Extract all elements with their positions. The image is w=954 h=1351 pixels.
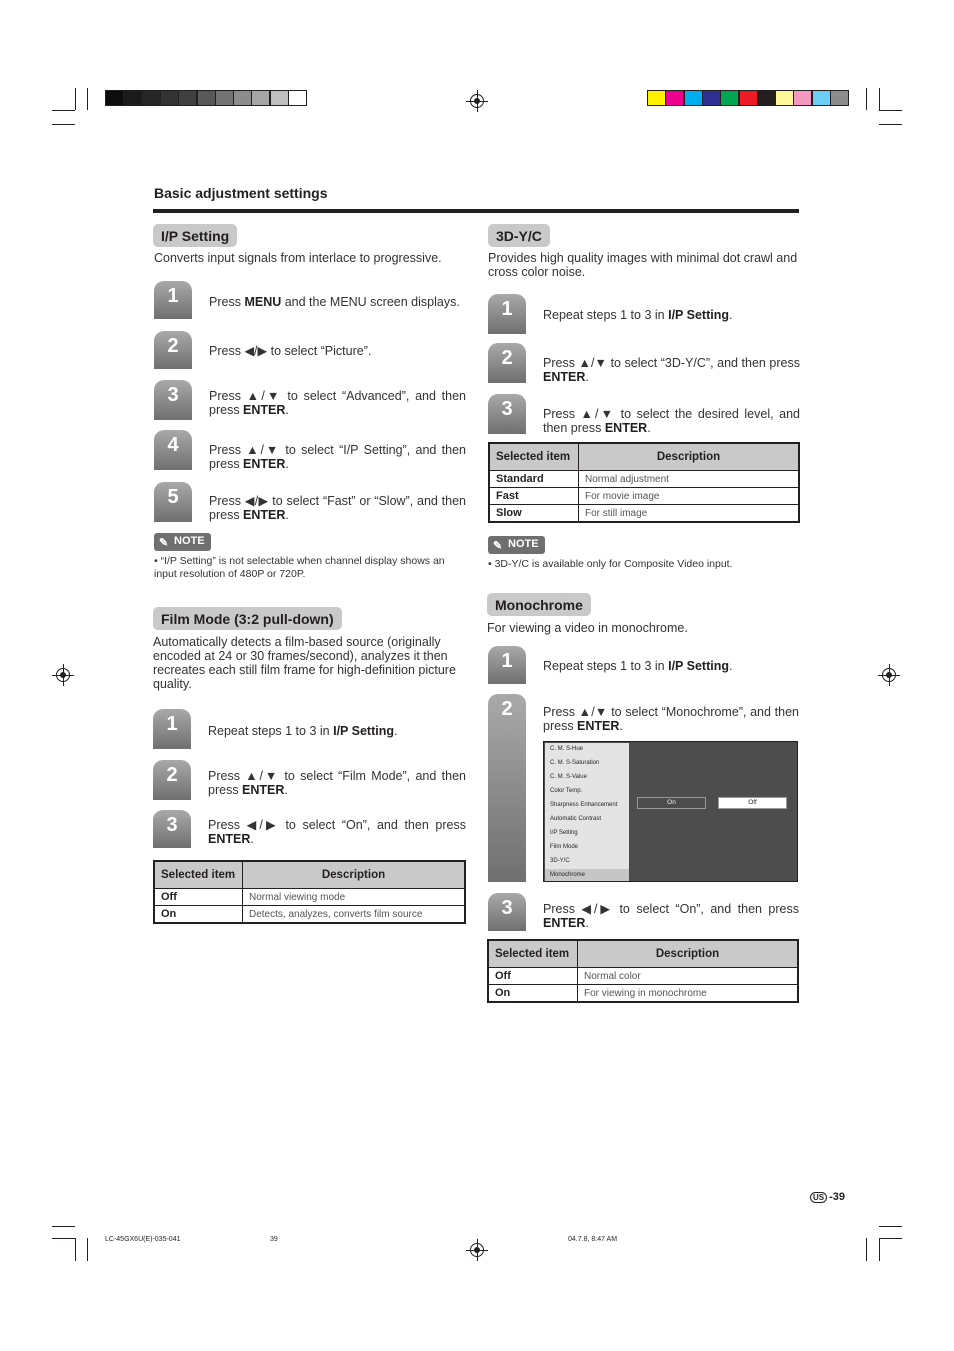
- osd-menu-list: [545, 743, 629, 881]
- step-key: MENU: [244, 295, 282, 309]
- step-instruction: Press ▲/▼ to select “Monochrome”, and then press: [543, 705, 799, 733]
- gray-swatch: [251, 90, 270, 106]
- film-mode-intro: Automatically detects a film-based source (originally encoded at 24 or 30 frames/second), analyzes it then recreates each still film frame for high-definition picture quality.: [153, 635, 456, 691]
- footer-date: 04.7.8, 8:47 AM: [568, 1236, 618, 1243]
- ip-note-text: • “I/P Setting” is not selectable when channel display shows an input resolution of 480P or 720P.: [154, 555, 445, 580]
- step-text: [209, 295, 466, 309]
- table-row: Standard Normal adjustment: [489, 471, 799, 488]
- osd-option-off: Off: [718, 797, 787, 809]
- color-swatch: [720, 90, 739, 106]
- step-instruction: .: [285, 508, 289, 522]
- step-number: 2: [166, 764, 178, 786]
- step-number-box: [488, 893, 526, 931]
- osd-menu-item: Color Temp.: [550, 788, 583, 794]
- step-instruction: Press ▲/▼ to select “Film Mode”, and then press: [208, 769, 466, 797]
- color-swatch: [684, 90, 703, 106]
- step-number: 1: [166, 713, 178, 735]
- step-key: I/P Setting: [668, 659, 729, 673]
- table-header: Description: [579, 443, 800, 471]
- gray-swatch: [215, 90, 234, 106]
- step-number-box: [154, 482, 192, 522]
- gray-swatch: [105, 90, 124, 106]
- step-number-box: [488, 646, 526, 684]
- gray-swatch: [160, 90, 179, 106]
- step-instruction: .: [728, 308, 733, 322]
- yc3d-note-text: • 3D-Y/C is available only for Composite Video input.: [488, 558, 733, 570]
- gray-swatch: [270, 90, 289, 106]
- step-number-box: [488, 394, 526, 434]
- film-mode-table: [153, 860, 466, 924]
- step-instruction: Press: [209, 344, 245, 358]
- color-swatch: [757, 90, 776, 106]
- step-instruction: Repeat steps 1 to 3 in: [543, 659, 669, 673]
- region-badge: US: [810, 1192, 827, 1203]
- step-instruction: .: [285, 403, 289, 417]
- step-text: [209, 443, 466, 471]
- step-text: [208, 769, 466, 797]
- gray-swatch: [142, 90, 161, 106]
- step-key: ENTER: [543, 916, 586, 930]
- osd-menu-item: I/P Setting: [550, 830, 578, 836]
- step-key: ENTER: [543, 370, 586, 384]
- step-instruction: and the MENU screen displays.: [281, 295, 460, 309]
- table-header: Selected item: [154, 861, 243, 889]
- step-number-box: [488, 694, 526, 882]
- step-number: 2: [167, 335, 179, 357]
- step-instruction: .: [393, 724, 398, 738]
- osd-menu-item: Sharpness Enhancement: [550, 802, 618, 808]
- osd-menu-screen: [543, 741, 798, 882]
- yc3d-note-badge: ✎ NOTE: [488, 536, 545, 554]
- step-instruction: .: [285, 457, 289, 471]
- step-text: [543, 308, 800, 322]
- table-header: Selected item: [489, 443, 579, 471]
- step-number-box: [154, 331, 192, 369]
- step-text: [209, 344, 466, 358]
- registration-mark-icon: [470, 1243, 484, 1257]
- color-swatch: [812, 90, 831, 106]
- registration-mark-icon: [882, 668, 896, 682]
- step-instruction: .: [728, 659, 733, 673]
- gray-swatch: [123, 90, 142, 106]
- step-number: 3: [166, 814, 178, 836]
- color-swatch: [739, 90, 758, 106]
- table-row: Fast For movie image: [489, 488, 799, 505]
- table-header: Selected item: [488, 940, 578, 968]
- page-number: US -39: [810, 1191, 845, 1203]
- osd-menu-item: C. M. S-Hue: [550, 746, 584, 752]
- step-key: ENTER: [243, 457, 286, 471]
- osd-menu-item: Film Mode: [550, 844, 579, 850]
- table-row: Slow For still image: [489, 505, 799, 523]
- color-swatch: [647, 90, 666, 106]
- step-number: 3: [167, 384, 179, 406]
- step-instruction: Press ▲/▼ to select “I/P Setting”, and then press: [209, 443, 466, 471]
- color-swatch: [665, 90, 684, 106]
- step-number: 2: [501, 698, 513, 720]
- step-number-box: [153, 709, 191, 749]
- monochrome-title: Monochrome: [487, 593, 591, 616]
- step-number-box: [154, 281, 192, 319]
- step-text: [208, 818, 466, 846]
- step-instruction: .: [647, 421, 651, 435]
- film-mode-title: Film Mode (3:2 pull-down): [153, 607, 342, 630]
- step-instruction: ◀/▶ to select “Picture”.: [244, 344, 372, 358]
- registration-mark-icon: [470, 94, 484, 108]
- step-text: [543, 356, 800, 384]
- step-number: 1: [501, 650, 513, 672]
- step-instruction: .: [585, 916, 589, 930]
- yc3d-table: [488, 442, 800, 523]
- color-swatch: [830, 90, 849, 106]
- step-instruction: .: [585, 370, 589, 384]
- step-number: 3: [501, 398, 513, 420]
- ip-setting-title: I/P Setting: [153, 224, 237, 247]
- gray-swatch: [197, 90, 216, 106]
- step-instruction: Press ▲/▼ to select “3D-Y/C”, and then press: [543, 356, 800, 370]
- step-number-box: [154, 430, 192, 470]
- step-number: 1: [167, 285, 179, 307]
- ip-setting-intro: Converts input signals from interlace to progressive.: [154, 251, 442, 265]
- pencil-icon: ✎: [493, 540, 503, 552]
- step-text: [543, 407, 800, 435]
- footer-number: 39: [270, 1236, 278, 1243]
- color-swatch: [702, 90, 721, 106]
- step-text: [543, 705, 799, 733]
- osd-menu-item: Automatic Contrast: [550, 816, 602, 822]
- step-instruction: Press ◀/▶ to select “On”, and then press: [208, 818, 466, 832]
- step-instruction: .: [619, 719, 623, 733]
- monochrome-table: [487, 939, 799, 1003]
- table-header: Description: [578, 940, 799, 968]
- color-swatch: [793, 90, 812, 106]
- step-instruction: Press ◀/▶ to select “Fast” or “Slow”, and then press: [209, 494, 466, 522]
- step-key: ENTER: [208, 832, 251, 846]
- step-number-box: [488, 343, 526, 383]
- step-number-box: [154, 380, 192, 420]
- step-number-box: [488, 294, 526, 334]
- step-key: ENTER: [242, 783, 285, 797]
- step-instruction: Repeat steps 1 to 3 in: [208, 724, 334, 738]
- step-instruction: Repeat steps 1 to 3 in: [543, 308, 669, 322]
- step-key: I/P Setting: [668, 308, 729, 322]
- step-number-box: [153, 760, 191, 800]
- step-number-box: [153, 810, 191, 848]
- monochrome-intro: For viewing a video in monochrome.: [487, 621, 688, 635]
- step-instruction: Press ▲/▼ to select the desired level, and then press: [543, 407, 800, 435]
- table-row: Off Normal color: [488, 968, 798, 985]
- table-row: Off Normal viewing mode: [154, 889, 465, 906]
- step-key: ENTER: [243, 508, 286, 522]
- osd-menu-item: C. M. S-Value: [550, 774, 587, 780]
- footer-filename: LC-45GX6U(E)-035-041: [105, 1236, 181, 1243]
- step-key: ENTER: [604, 421, 648, 435]
- step-text: [543, 659, 799, 673]
- osd-menu-item: C. M. S-Saturation: [550, 760, 600, 766]
- step-number: 2: [501, 347, 513, 369]
- step-key: I/P Setting: [333, 724, 394, 738]
- step-instruction: .: [250, 832, 254, 846]
- yc3d-title: 3D-Y/C: [488, 224, 550, 247]
- step-instruction: Press ▲/▼ to select “Advanced”, and then press: [209, 389, 466, 417]
- step-number: 5: [167, 486, 179, 508]
- registration-mark-icon: [56, 668, 70, 682]
- osd-option-on: On: [637, 797, 706, 809]
- step-text: [208, 724, 466, 738]
- yc3d-intro: Provides high quality images with minimal dot crawl and cross color noise.: [488, 251, 798, 279]
- step-text: [543, 902, 799, 930]
- page-section-title: Basic adjustment settings: [154, 185, 328, 201]
- step-number: 1: [501, 298, 513, 320]
- ip-note-badge: ✎ NOTE: [154, 533, 211, 551]
- gray-swatch: [178, 90, 197, 106]
- osd-menu-item: 3D-Y/C: [550, 858, 570, 864]
- header-rule: [153, 209, 799, 213]
- gray-swatch: [288, 90, 307, 106]
- table-header: Description: [243, 861, 466, 889]
- gray-swatch: [233, 90, 252, 106]
- step-key: ENTER: [243, 403, 286, 417]
- step-number: 3: [501, 897, 513, 919]
- step-instruction: Press ◀/▶ to select “On”, and then press: [543, 902, 799, 916]
- step-instruction: .: [284, 783, 288, 797]
- step-text: [209, 494, 466, 522]
- table-row: On For viewing in monochrome: [488, 985, 798, 1003]
- step-instruction: Press: [209, 295, 245, 309]
- pencil-icon: ✎: [159, 537, 169, 549]
- step-text: [209, 389, 466, 417]
- osd-menu-item: Monochrome: [550, 872, 586, 878]
- step-key: ENTER: [577, 719, 620, 733]
- table-row: On Detects, analyzes, converts film source: [154, 906, 465, 924]
- color-swatch: [775, 90, 794, 106]
- step-number: 4: [167, 434, 179, 456]
